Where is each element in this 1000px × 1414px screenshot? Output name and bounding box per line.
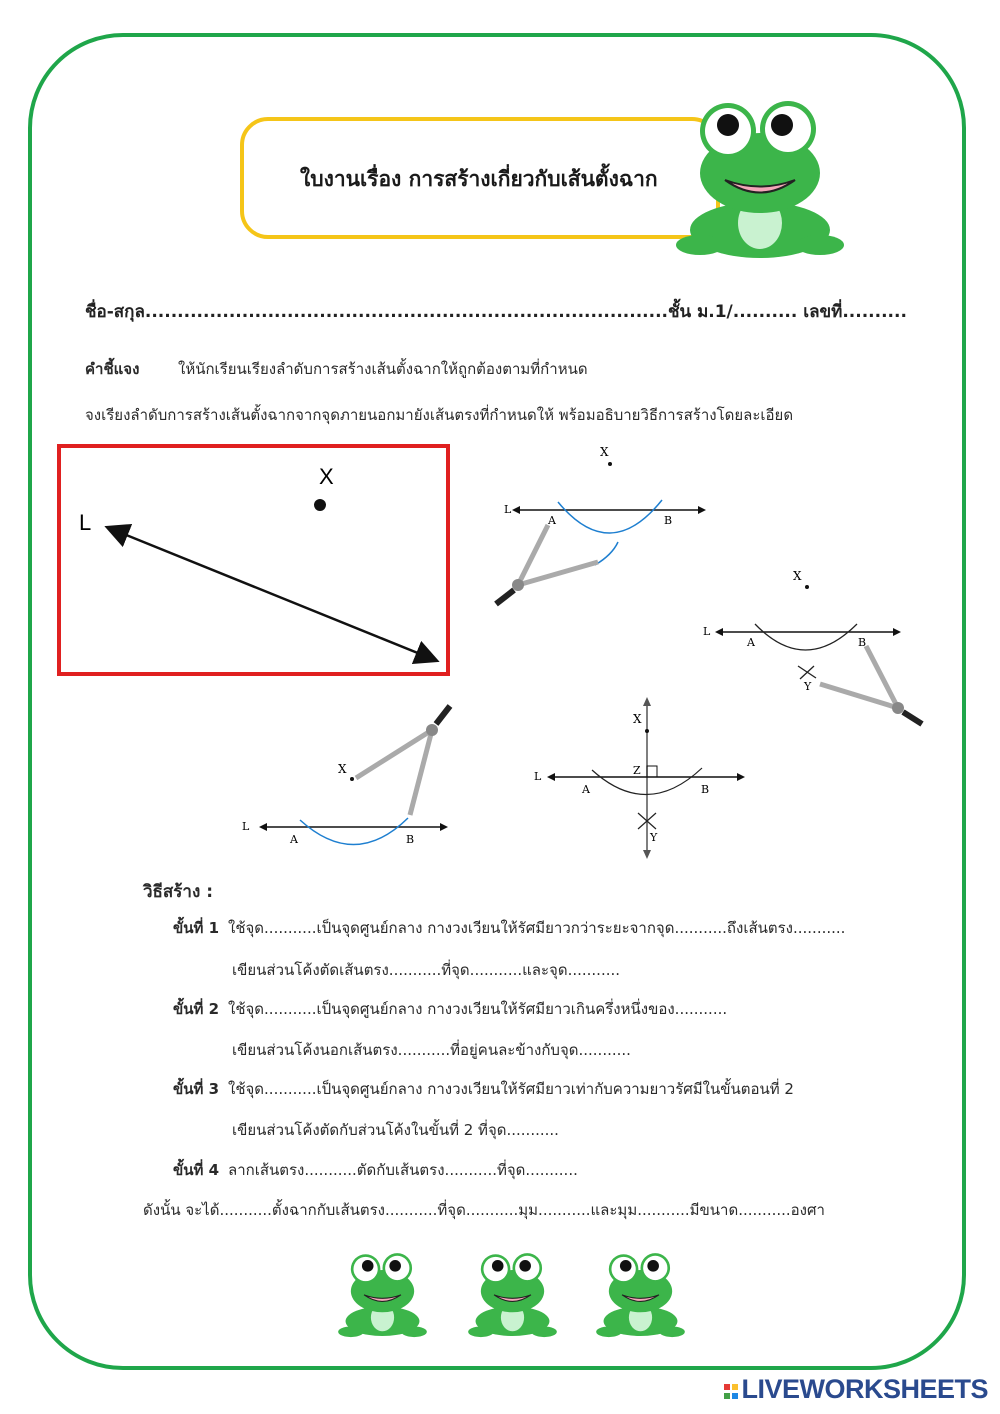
svg-text:X: X <box>338 762 347 776</box>
instruction-label: คำชี้แจง <box>85 360 140 378</box>
svg-text:L: L <box>504 503 512 516</box>
step-line: เขียนส่วนโค้งนอกเส้นตรง...........ที่อยู่คนละข้างกับจุด........... <box>232 1041 631 1059</box>
given-figure <box>57 444 450 676</box>
svg-text:L: L <box>703 625 711 638</box>
method-heading: วิธีสร้าง : <box>143 882 213 902</box>
step-label: ขั้นที่ 3 <box>173 1080 220 1098</box>
step-line: ใช้จุด...........เป็นจุดศูนย์กลาง กางวงเวียนให้รัศมียาวกว่าระยะจากจุด...........ถึงเส้นตรง........... <box>228 919 846 937</box>
brand-squares-icon <box>723 1382 739 1400</box>
svg-text:B: B <box>858 636 867 649</box>
student-info-line: ชื่อ-สกุล.................................................................................ชั้น ม.1/.......... เลขที่.......... <box>85 302 907 322</box>
point-x-label: X <box>319 464 334 489</box>
frog-mascot-icon <box>335 1250 430 1345</box>
svg-text:A: A <box>548 514 556 527</box>
svg-text:Y: Y <box>650 831 658 844</box>
svg-text:X: X <box>633 712 642 726</box>
svg-text:A: A <box>290 833 298 846</box>
svg-text:B: B <box>406 833 415 846</box>
svg-text:Z: Z <box>633 764 641 777</box>
step-line: ลากเส้นตรง...........ตัดกับเส้นตรง...........ที่จุด........... <box>228 1161 578 1179</box>
step-line: เขียนส่วนโค้งตัดกับส่วนโค้งในขั้นที่ 2 ที่จุด........... <box>232 1121 559 1139</box>
step-label: ขั้นที่ 1 <box>173 919 220 937</box>
construction-step-figure <box>530 695 760 865</box>
svg-text:Y: Y <box>804 680 812 693</box>
step-label: ขั้นที่ 4 <box>173 1161 220 1179</box>
liveworksheets-logo[interactable] <box>723 1374 988 1405</box>
line-l-label: L <box>79 510 92 535</box>
svg-text:L: L <box>534 770 542 783</box>
brand-name: LIVEWORKSHEETS <box>741 1374 988 1404</box>
conclusion-text: ดังนั้น จะได้...........ตั้งฉากกับเส้นตรง...........ที่จุด...........มุม...........และมุม...........มีขนาด...........องศา <box>143 1201 825 1219</box>
step-label: ขั้นที่ 2 <box>173 1000 220 1018</box>
svg-text:B: B <box>701 783 710 796</box>
svg-text:X: X <box>793 569 802 583</box>
svg-text:B: B <box>664 514 673 527</box>
construction-step-figure <box>240 700 470 850</box>
svg-text:L: L <box>242 820 250 833</box>
frog-mascot-icon <box>465 1250 560 1345</box>
step-line: ใช้จุด...........เป็นจุดศูนย์กลาง กางวงเวียนให้รัศมียาวเท่ากับความยาวรัศมีในขั้นตอนที่ 2 <box>228 1080 794 1098</box>
task-text: จงเรียงลำดับการสร้างเส้นตั้งฉากจากจุดภายนอกมายังเส้นตรงที่กำหนดให้ พร้อมอธิบายวิธีการสร้างโดยละเอียด <box>85 406 794 424</box>
frog-mascot-icon <box>670 95 850 275</box>
instruction-text: ให้นักเรียนเรียงลำดับการสร้างเส้นตั้งฉากให้ถูกต้องตามที่กำหนด <box>178 360 588 378</box>
svg-text:X: X <box>600 445 609 459</box>
svg-text:A: A <box>582 783 590 796</box>
frog-mascot-icon <box>593 1250 688 1345</box>
step-line: ใช้จุด...........เป็นจุดศูนย์กลาง กางวงเวียนให้รัศมียาวเกินครึ่งหนึ่งของ........... <box>228 1000 728 1018</box>
step-line: เขียนส่วนโค้งตัดเส้นตรง...........ที่จุด...........และจุด........... <box>232 961 621 979</box>
page-title: ใบงานเรื่อง การสร้างเกี่ยวกับเส้นตั้งฉาก <box>300 167 658 191</box>
construction-step-figure <box>490 440 720 620</box>
svg-text:A: A <box>747 636 755 649</box>
